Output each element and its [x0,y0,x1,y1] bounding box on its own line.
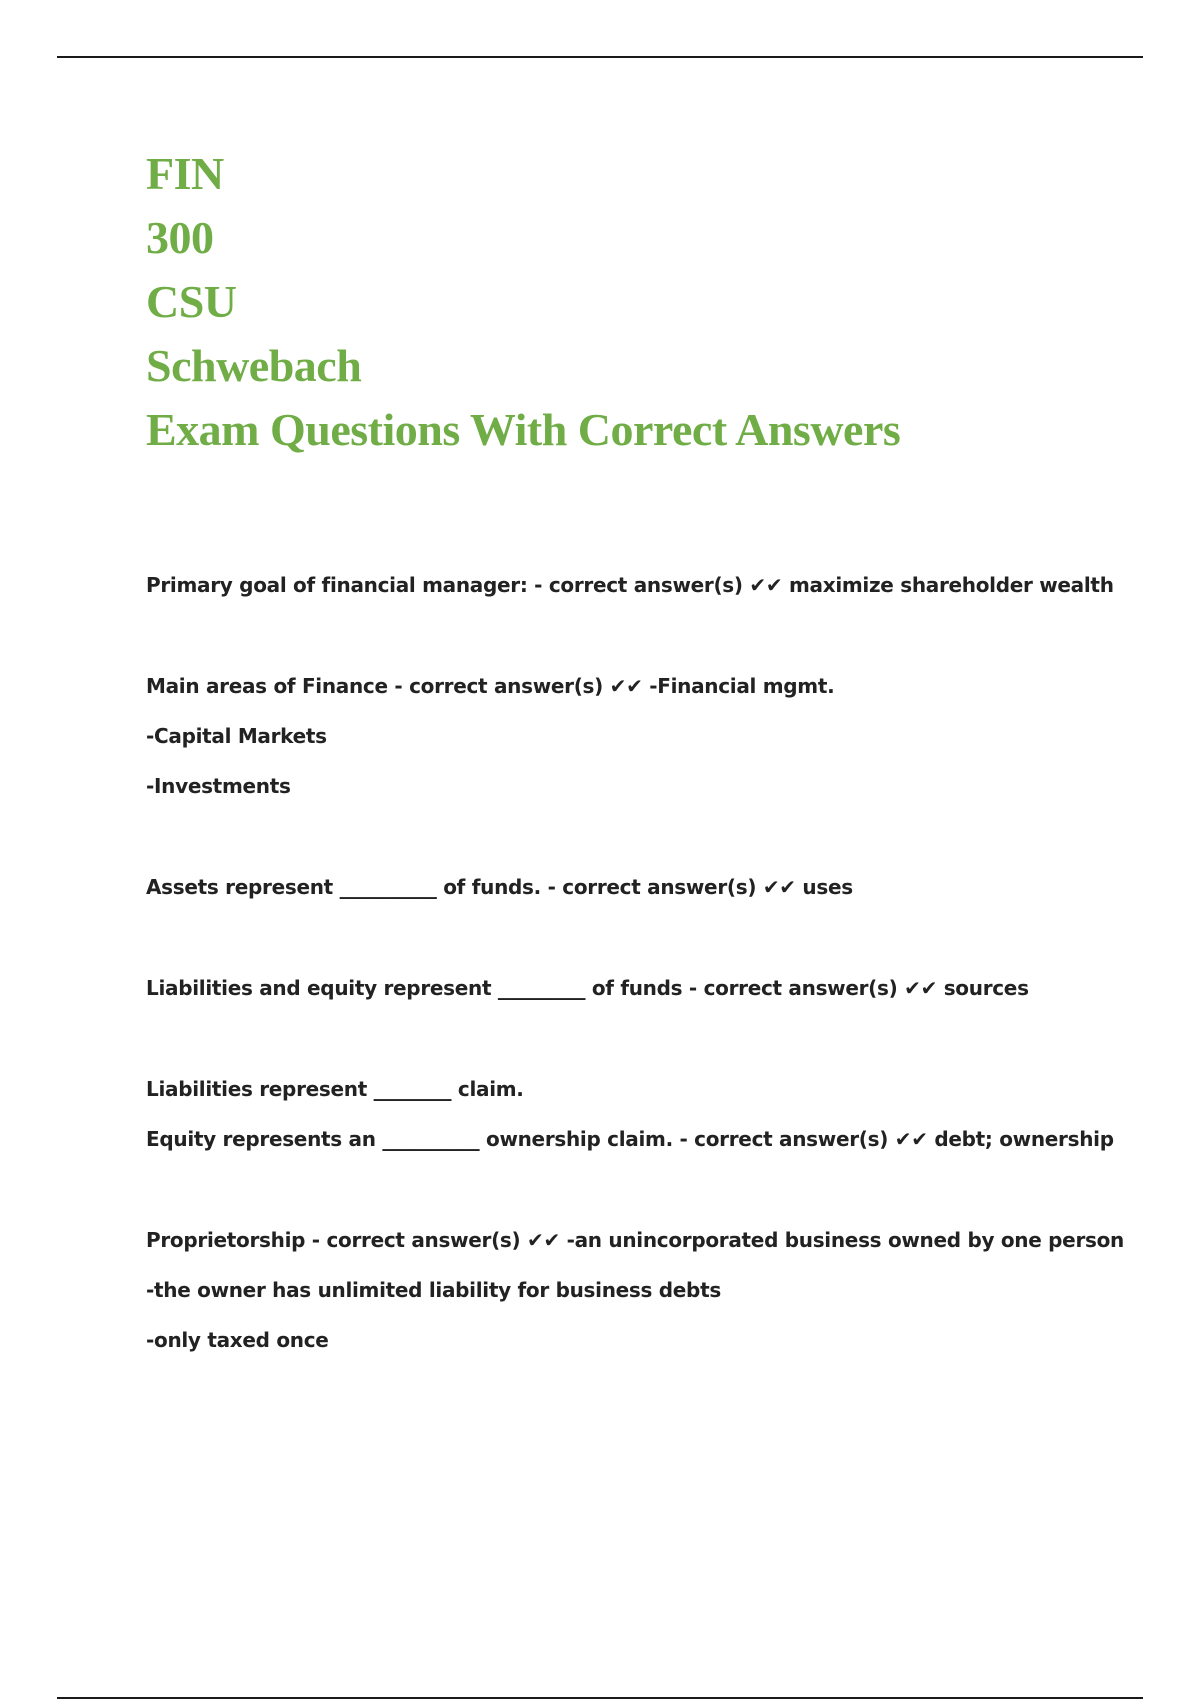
footer-rule [57,1697,1143,1699]
qa-line: Assets represent __________ of funds. - correct answer(s) ✔✔ uses [146,875,853,899]
document-title [146,142,1106,462]
qa-list [146,560,1146,1365]
qa-line: Proprietorship - correct answer(s) ✔✔ -an unincorporated business owned by one person [146,1228,1124,1252]
qa-item [146,862,1146,912]
qa-item [146,560,1146,610]
qa-line: Primary goal of financial manager: - correct answer(s) ✔✔ maximize shareholder wealth [146,573,1114,597]
qa-line: -the owner has unlimited liability for business debts [146,1278,721,1302]
qa-line: -Investments [146,774,291,798]
title-line-course-code: FIN [146,148,224,199]
qa-item [146,1215,1146,1365]
title-line-instructor: Schwebach [146,340,362,391]
qa-item [146,661,1146,811]
qa-line: -Capital Markets [146,724,327,748]
qa-line: -only taxed once [146,1328,329,1352]
title-line-subtitle: Exam Questions With Correct Answers [146,404,901,455]
title-line-course-number: 300 [146,212,214,263]
qa-line: Liabilities represent ________ claim. [146,1077,524,1101]
qa-line: Main areas of Finance - correct answer(s) ✔✔ -Financial mgmt. [146,674,835,698]
qa-line: Liabilities and equity represent _________ of funds - correct answer(s) ✔✔ sources [146,976,1029,1000]
qa-item [146,963,1146,1013]
title-line-school: CSU [146,276,237,327]
qa-line: Equity represents an __________ ownership claim. - correct answer(s) ✔✔ debt; ownership [146,1127,1114,1151]
header-rule [57,56,1143,58]
qa-item [146,1064,1146,1164]
